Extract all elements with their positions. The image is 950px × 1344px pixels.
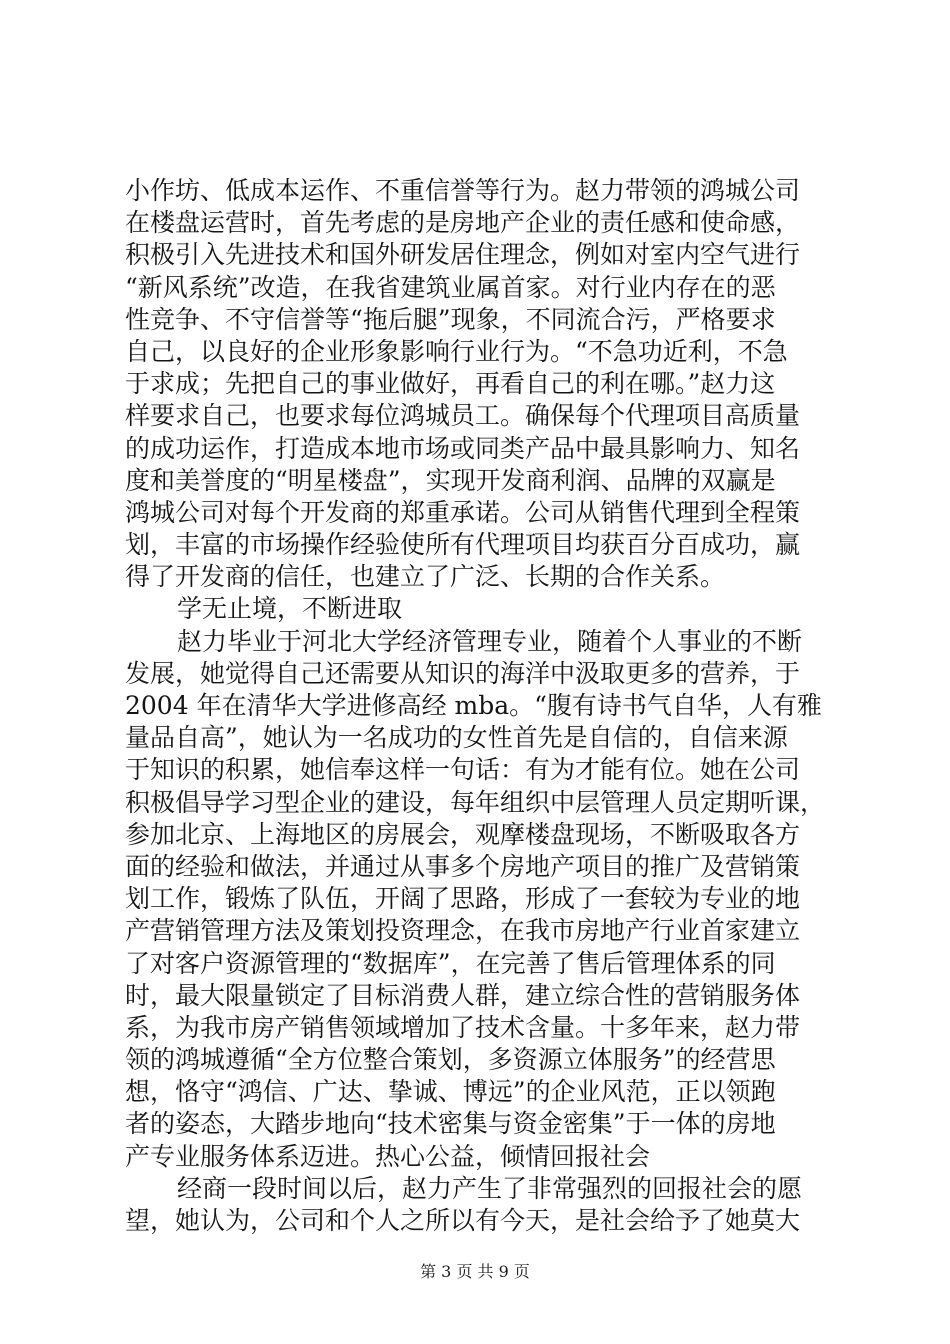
text-line: 想，恪守“鸿信、广达、挚诚、博远”的企业风范，正以领跑 bbox=[125, 1077, 776, 1107]
text-line: 望，她认为，公司和个人之所以有今天，是社会给予了她莫大 bbox=[125, 1206, 801, 1235]
text-line: 参加北京、上海地区的房展会，观摩楼盘现场，不断吸取各方 bbox=[125, 819, 801, 849]
text-line: 学无止境，不断进取 bbox=[177, 594, 403, 624]
text-line: 于知识的积累，她信奉这样一句话：有为才能有位。她在公司 bbox=[125, 755, 801, 785]
text-line: 度和美誉度的“明星楼盘”，实现开发商利润、品牌的双赢是 bbox=[125, 465, 776, 495]
text-line: 自己，以良好的企业形象影响行业行为。“不急功近利，不急 bbox=[125, 336, 788, 366]
text-line: 样要求自己，也要求每位鸿城员工。确保每个代理项目高质量 bbox=[125, 401, 801, 431]
text-line: 产专业服务体系迈进。热心公益，倾情回报社会 bbox=[125, 1141, 651, 1171]
text-line: 的成功运作，打造成本地市场或同类产品中最具影响力、知名 bbox=[125, 433, 801, 463]
text-line: 积极引入先进技术和国外研发居住理念，例如对室内空气进行 bbox=[125, 240, 801, 270]
text-line: 得了开发商的信任，也建立了广泛、长期的合作关系。 bbox=[125, 562, 726, 592]
text-line: 了对客户资源管理的“数据库”，在完善了售后管理体系的同 bbox=[125, 948, 776, 978]
text-line: 2004 年在清华大学进修高经 mba。“腹有诗书气自华，人有雅 bbox=[125, 691, 822, 720]
page-footer: 第 3 页 共 9 页 bbox=[420, 1262, 530, 1281]
text-line: 经商一段时间以后，赵力产生了非常强烈的回报社会的愿 bbox=[177, 1173, 803, 1203]
text-line: 小作坊、低成本运作、不重信誉等行为。赵力带领的鸿城公司 bbox=[125, 176, 801, 205]
body-text bbox=[125, 175, 835, 1237]
text-line: 量品自高”，她认为一名成功的女性首先是自信的，自信来源 bbox=[125, 723, 788, 753]
text-line: 于求成；先把自己的事业做好，再看自己的利在哪。”赵力这 bbox=[125, 369, 776, 399]
text-line: 者的姿态，大踏步地向“技术密集与资金密集”于一体的房地 bbox=[125, 1109, 776, 1139]
text-line: 划，丰富的市场操作经验使所有代理项目均获百分百成功，赢 bbox=[125, 530, 801, 560]
text-line: 发展，她觉得自己还需要从知识的海洋中汲取更多的营养，于 bbox=[125, 658, 801, 688]
text-line: 在楼盘运营时，首先考虑的是房地产企业的责任感和使命感， bbox=[125, 208, 801, 238]
text-line: 领的鸿城遵循“全方位整合策划，多资源立体服务”的经营思 bbox=[125, 1045, 776, 1075]
text-line: 鸿城公司对每个开发商的郑重承诺。公司从销售代理到全程策 bbox=[125, 497, 801, 527]
text-line: 面的经验和做法，并通过从事多个房地产项目的推广及营销策 bbox=[125, 851, 801, 881]
text-line: 性竞争、不守信誉等“拖后腿”现象，不同流合污，严格要求 bbox=[125, 304, 776, 334]
text-line: 积极倡导学习型企业的建设，每年组织中层管理人员定期听课， bbox=[125, 787, 826, 817]
text-line: 系，为我市房产销售领域增加了技术含量。十多年来，赵力带 bbox=[125, 1012, 801, 1042]
text-line: 产营销管理方法及策划投资理念，在我市房地产行业首家建立 bbox=[125, 916, 801, 946]
text-line: 划工作，锻炼了队伍，开阔了思路，形成了一套较为专业的地 bbox=[125, 884, 801, 914]
text-line: 时，最大限量锁定了目标消费人群，建立综合性的营销服务体 bbox=[125, 980, 801, 1010]
text-line: “新风系统”改造，在我省建筑业属首家。对行业内存在的恶 bbox=[125, 272, 776, 302]
text-line: 赵力毕业于河北大学经济管理专业，随着个人事业的不断 bbox=[177, 626, 803, 656]
